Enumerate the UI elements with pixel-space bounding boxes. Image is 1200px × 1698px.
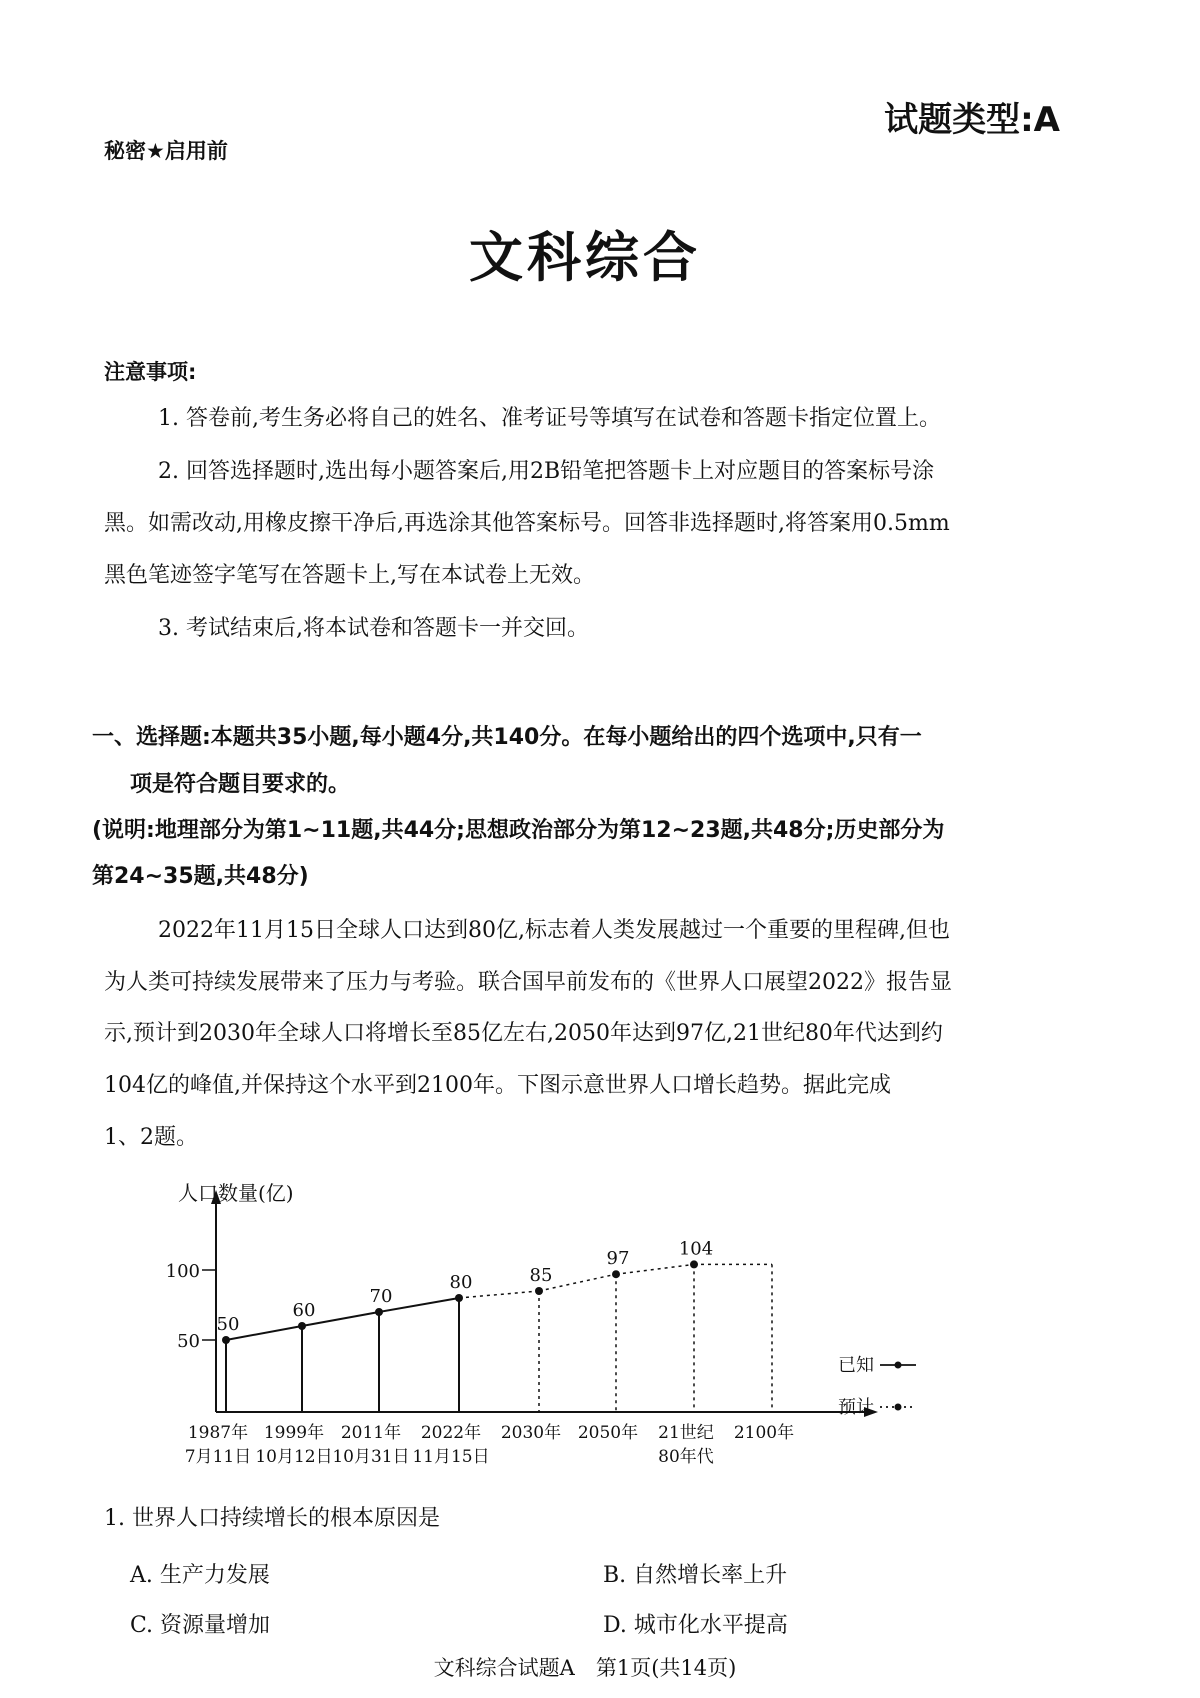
legend-label: 已知 bbox=[838, 1355, 874, 1376]
passage-line-2: 为人类可持续发展带来了压力与考验。联合国早前发布的《世界人口展望2022》报告显 bbox=[104, 970, 952, 995]
data-label: 60 bbox=[292, 1300, 316, 1321]
option-b[interactable]: B. 自然增长率上升 bbox=[603, 1563, 788, 1588]
y-tick-label-50: 50 bbox=[177, 1331, 200, 1352]
x-tick-label-sub: 10月31日 bbox=[332, 1447, 410, 1467]
exam-type-label: 试题类型:A bbox=[884, 100, 1060, 140]
x-tick-label: 2022年 bbox=[420, 1423, 482, 1443]
notice-heading: 注意事项: bbox=[104, 360, 197, 384]
notice-line-3: 黑。如需改动,用橡皮擦干净后,再选涂其他答案标号。回答非选择题时,将答案用0.5mm bbox=[104, 511, 950, 536]
section-heading-line-2: 项是符合题目要求的。 bbox=[130, 772, 351, 797]
x-tick-label: 2050年 bbox=[577, 1423, 639, 1443]
option-a[interactable]: A. 生产力发展 bbox=[130, 1563, 270, 1588]
y-tick-label-100: 100 bbox=[165, 1261, 200, 1282]
legend-marker bbox=[895, 1404, 902, 1411]
data-point bbox=[222, 1336, 230, 1344]
x-tick-label-sub: 80年代 bbox=[658, 1447, 714, 1467]
x-tick-label-sub: 10月12日 bbox=[255, 1447, 333, 1467]
passage-line-5: 1、2题。 bbox=[104, 1125, 198, 1150]
option-c[interactable]: C. 资源量增加 bbox=[130, 1613, 271, 1638]
x-tick-label: 1987年 bbox=[187, 1423, 249, 1443]
legend-label: 预计 bbox=[838, 1397, 874, 1418]
x-tick-label: 2100年 bbox=[733, 1423, 795, 1443]
section-note-line-1: (说明:地理部分为第1~11题,共44分;思想政治部分为第12~23题,共48分;历史部分为 bbox=[92, 818, 945, 843]
passage-line-3: 示,预计到2030年全球人口将增长至85亿左右,2050年达到97亿,21世纪80年代达到约 bbox=[104, 1021, 943, 1046]
x-tick-label-sub: 7月11日 bbox=[184, 1447, 252, 1467]
data-label: 104 bbox=[678, 1238, 714, 1260]
data-label: 85 bbox=[529, 1265, 553, 1286]
notice-line-1: 1. 答卷前,考生务必将自己的姓名、准考证号等填写在试卷和答题卡指定位置上。 bbox=[158, 406, 941, 431]
secret-label: 秘密★启用前 bbox=[104, 139, 228, 163]
notice-line-4: 黑色笔迹签字笔写在答题卡上,写在本试卷上无效。 bbox=[104, 563, 595, 588]
passage-line-4: 104亿的峰值,并保持这个水平到2100年。下图示意世界人口增长趋势。据此完成 bbox=[104, 1073, 891, 1098]
x-tick-label: 21世纪 bbox=[658, 1423, 714, 1443]
data-label: 70 bbox=[369, 1286, 393, 1307]
x-tick-label: 2030年 bbox=[500, 1423, 562, 1443]
data-point bbox=[298, 1322, 306, 1330]
population-chart bbox=[165, 1180, 1010, 1500]
passage-line-1: 2022年11月15日全球人口达到80亿,标志着人类发展越过一个重要的里程碑,但也 bbox=[158, 918, 950, 943]
y-axis-title: 人口数量(亿) bbox=[178, 1181, 294, 1205]
page-title: 文科综合 bbox=[469, 226, 701, 289]
notice-line-5: 3. 考试结束后,将本试卷和答题卡一并交回。 bbox=[158, 616, 589, 641]
section-heading-line-1: 一、选择题:本题共35小题,每小题4分,共140分。在每小题给出的四个选项中,只有一 bbox=[92, 725, 922, 750]
data-point bbox=[375, 1308, 383, 1316]
x-tick-label: 1999年 bbox=[263, 1423, 325, 1443]
notice-line-2: 2. 回答选择题时,选出每小题答案后,用2B铅笔把答题卡上对应题目的答案标号涂 bbox=[158, 459, 935, 484]
data-label: 97 bbox=[606, 1248, 630, 1270]
legend-marker bbox=[895, 1362, 902, 1369]
data-label: 80 bbox=[449, 1272, 473, 1293]
data-point bbox=[612, 1270, 620, 1278]
option-d[interactable]: D. 城市化水平提高 bbox=[603, 1613, 788, 1638]
x-tick-label-sub: 11月15日 bbox=[412, 1447, 490, 1467]
data-point bbox=[690, 1260, 698, 1268]
x-tick-label: 2011年 bbox=[340, 1423, 402, 1443]
data-point bbox=[455, 1294, 463, 1302]
question-stem: 1. 世界人口持续增长的根本原因是 bbox=[104, 1506, 440, 1531]
page-footer: 文科综合试题A 第1页(共14页) bbox=[433, 1656, 737, 1680]
section-note-line-2: 第24~35题,共48分) bbox=[92, 864, 309, 889]
data-point bbox=[535, 1287, 543, 1295]
data-label: 50 bbox=[216, 1314, 240, 1335]
